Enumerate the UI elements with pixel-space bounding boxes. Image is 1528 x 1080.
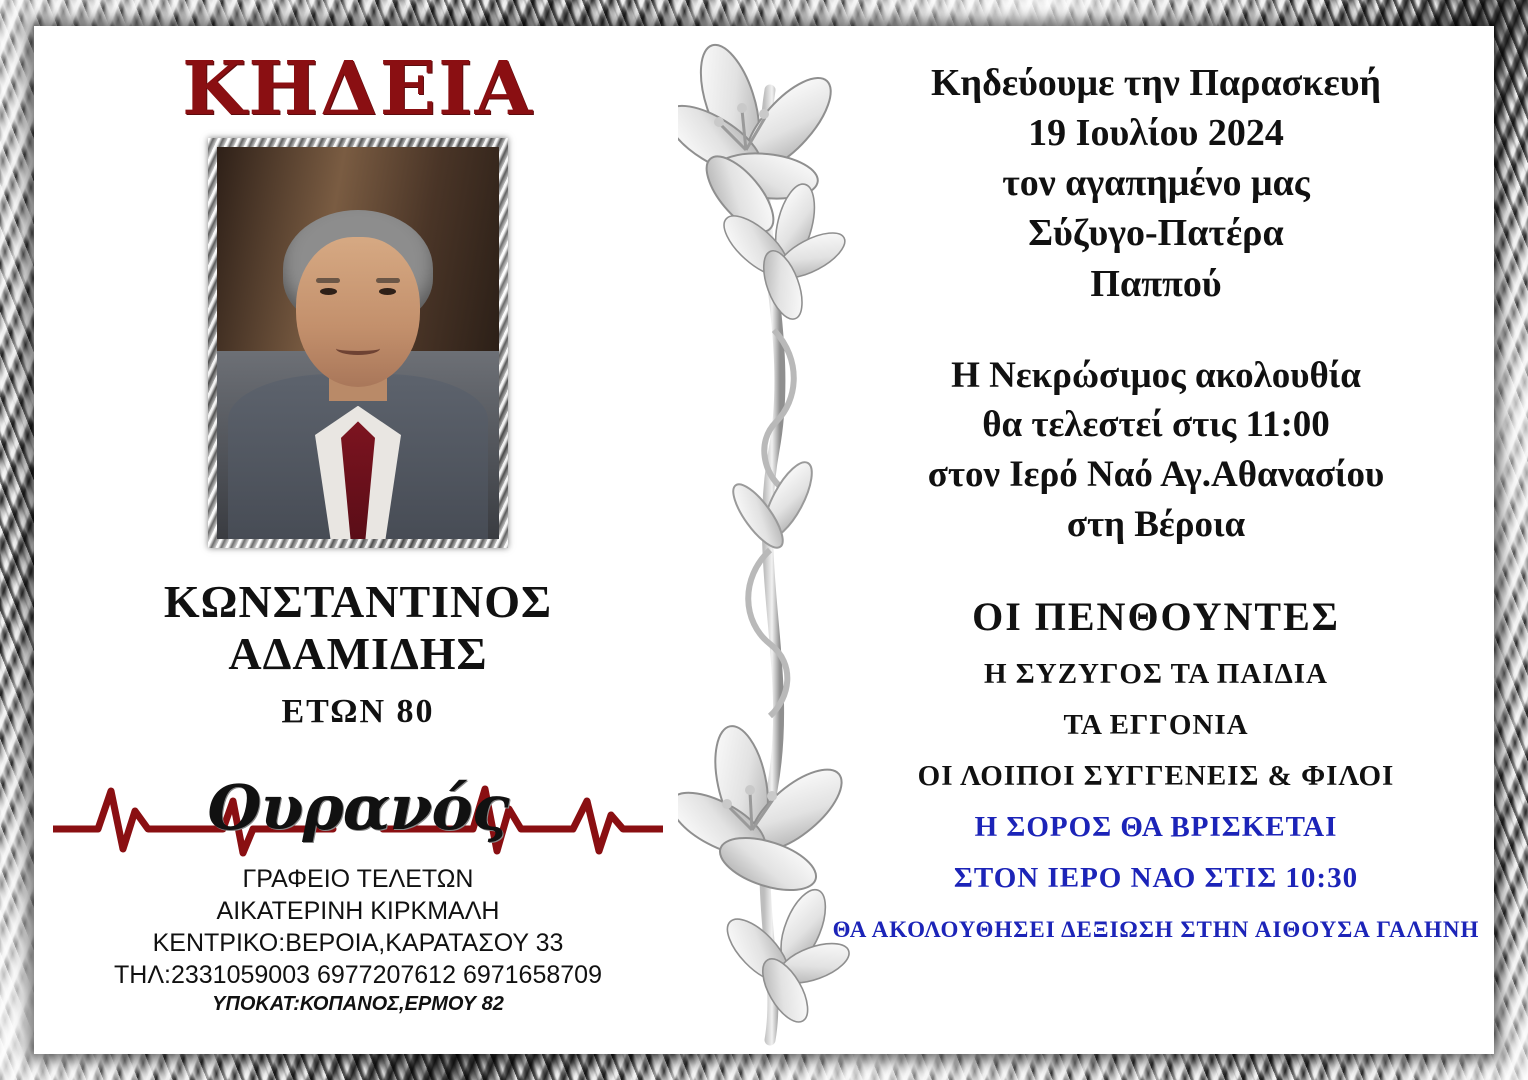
- mourners-item: ΤΑ ΕΓΓΟΝΙΑ: [1063, 709, 1249, 742]
- intro-line-2: 19 Ιουλίου 2024: [1028, 112, 1284, 155]
- portrait-image: [217, 147, 499, 539]
- service-line-2: θα τελεστεί στις 11:00: [982, 404, 1330, 446]
- portrait-frame: [208, 138, 508, 548]
- service-line-3: στον Ιερό Ναό Αγ.Αθανασίου: [927, 453, 1385, 495]
- funeral-home-line-1: ΓΡΑΦΕΙΟ ΤΕΛΕΤΩΝ: [242, 865, 474, 894]
- mourners-title: ΟΙ ΠΕΝΘΟΥΝΤΕΣ: [972, 594, 1340, 640]
- intro-line-5: Παππού: [1090, 262, 1222, 305]
- funeral-home-line-3: ΚΕΝΤΡΙΚΟ:ΒΕΡΟΙΑ,ΚΑΡΑΤΑΣΟΥ 33: [152, 929, 564, 958]
- funeral-home-line-2: ΑΙΚΑΤΕΡΙΝΗ ΚΙΡΚΜΑΛΗ: [216, 897, 500, 926]
- left-column: [38, 30, 678, 1050]
- eyebrow-left: [316, 278, 340, 283]
- reception-notice: ΘΑ ΑΚΟΛΟΥΘΗΣΕΙ ΔΕΞΙΩΣΗ ΣΤΗΝ ΑΙΘΟΥΣΑ ΓΑΛΗΝΗ: [832, 917, 1480, 943]
- face-shape: [296, 237, 420, 387]
- service-line-4: στη Βέροια: [1066, 503, 1246, 545]
- eye-right: [379, 288, 396, 295]
- funeral-home-details: [38, 863, 678, 991]
- eyebrow-right: [376, 278, 400, 283]
- deceased-name: [38, 576, 678, 679]
- intro-line-4: Σύζυγο-Πατέρα: [1028, 212, 1284, 255]
- funeral-home-phones: ΤΗΛ:2331059003 6977207612 6971658709: [114, 961, 602, 990]
- service-line-1: Η Νεκρώσιμος ακολουθία: [951, 354, 1361, 396]
- deceased-first-name: ΚΩΝΣΤΑΝΤΙΝΟΣ: [163, 576, 553, 627]
- deceased-age: ΕΤΩΝ 80: [281, 693, 435, 731]
- intro-line-3: τον αγαπημένο μας: [1002, 162, 1310, 205]
- funeral-home-branch: ΥΠΟΚΑΤ:ΚΟΠΑΝΟΣ,ΕΡΜΟΥ 82: [212, 993, 504, 1016]
- mourners-item: Η ΣΥΖΥΓΟΣ ΤΑ ΠΑΙΔΙΑ: [983, 658, 1328, 691]
- mourners-item: ΟΙ ΛΟΙΠΟΙ ΣΥΓΓΕΝΕΙΣ & ΦΙΛΟΙ: [917, 760, 1395, 793]
- deceased-last-name: ΑΔΑΜΙΔΗΣ: [228, 627, 488, 679]
- eye-left: [320, 288, 337, 295]
- announcement-card: [38, 30, 1490, 1050]
- service-details: [828, 351, 1484, 549]
- viewing-notice-line-2: ΣΤΟΝ ΙΕΡΟ ΝΑΟ ΣΤΙΣ 10:30: [953, 862, 1359, 895]
- intro-line-1: Κηδεύουμε την Παρασκευή: [930, 62, 1381, 104]
- announcement-intro: [828, 58, 1484, 309]
- page-title: ΚΗΔΕΙΑ: [181, 46, 535, 132]
- funeral-home-logo: [38, 765, 678, 861]
- mouth-shape: [336, 342, 380, 355]
- right-column: [828, 30, 1484, 1050]
- funeral-home-name: Ουρανός: [207, 771, 509, 845]
- viewing-notice-line-1: Η ΣΟΡΟΣ ΘΑ ΒΡΙΣΚΕΤΑΙ: [974, 811, 1338, 844]
